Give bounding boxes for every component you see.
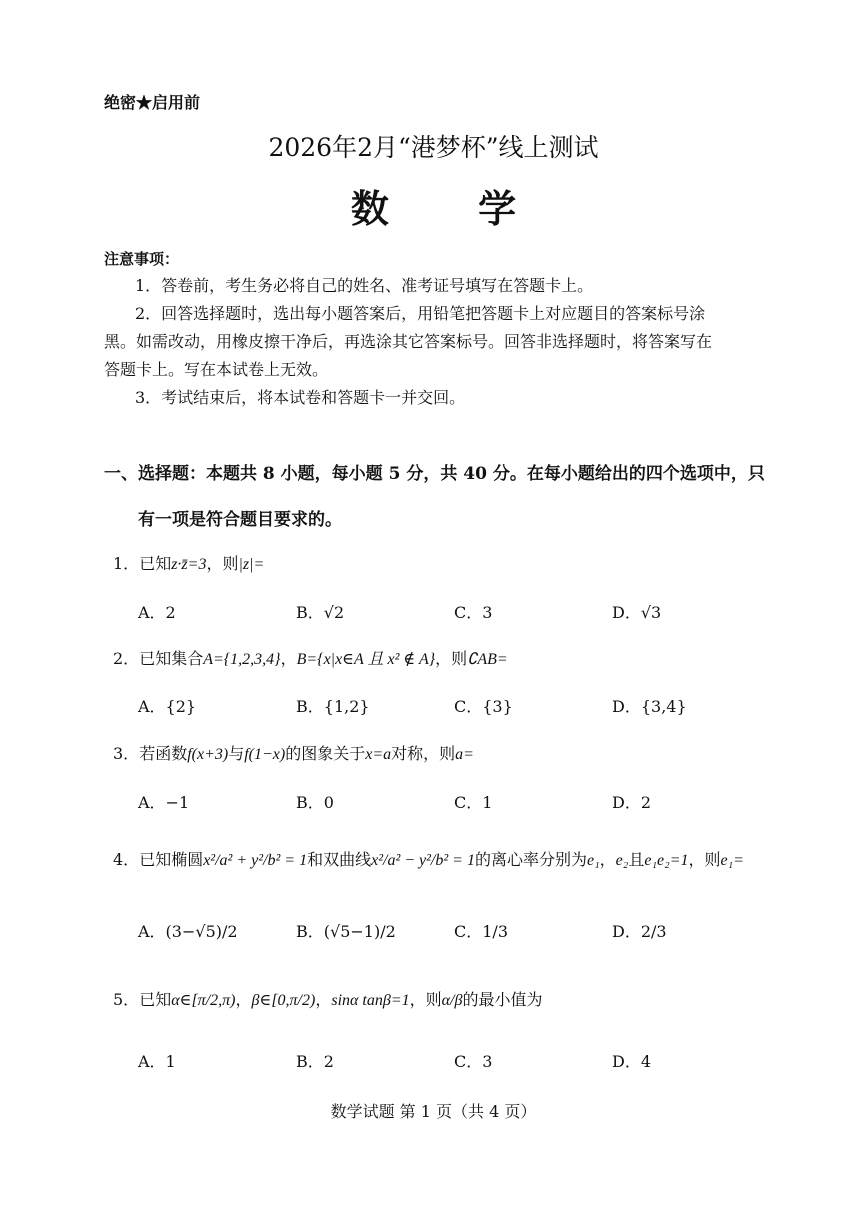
question-3 xyxy=(113,741,474,764)
option-c: C．3 xyxy=(454,1052,493,1071)
math-expr: e₁= xyxy=(720,852,744,869)
notice-item-2: 2．回答选择题时，选出每小题答案后，用铅笔把答题卡上对应题目的答案标号涂 xyxy=(135,304,706,323)
math-expr: α/β xyxy=(441,992,463,1009)
option-b: B．2 xyxy=(296,1052,334,1071)
page-footer: 数学试题 第 1 页（共 4 页） xyxy=(330,1102,537,1121)
math-expr: z·z̄=3 xyxy=(171,556,207,573)
option-d: D．2/3 xyxy=(612,922,667,941)
math-expr: A={1,2,3,4} xyxy=(203,651,281,668)
question-text: 已知 xyxy=(139,990,172,1009)
math-expr: e₁ xyxy=(586,852,600,869)
question-number: 5． xyxy=(113,990,140,1009)
math-expr: x²/a² + y²/b² = 1 xyxy=(203,852,308,869)
option-a: A．1 xyxy=(138,1052,176,1071)
question-text: 已知集合 xyxy=(139,649,204,668)
question-number: 2． xyxy=(113,649,140,668)
section-heading-line-1: 一、选择题：本题共 8 小题，每小题 5 分，共 40 分。在每小题给出的四个选项中，只 xyxy=(104,464,765,484)
notice-item-1: 1．答卷前，考生务必将自己的姓名、准考证号填写在答题卡上。 xyxy=(135,276,594,295)
math-expr: B={x|x∈A 且 x² ∉ A} xyxy=(296,651,436,668)
option-d: D．{3,4} xyxy=(612,697,687,716)
math-expr: α∈[π/2,π) xyxy=(171,992,236,1009)
question-text: 和双曲线 xyxy=(307,850,372,869)
option-a: A．(3−√5)/2 xyxy=(138,922,238,941)
option-d: D．4 xyxy=(612,1052,652,1071)
math-expr: a= xyxy=(455,746,474,763)
option-c: C．{3} xyxy=(454,697,513,716)
math-expr: f(1−x) xyxy=(244,746,286,763)
option-d: D．2 xyxy=(612,793,652,812)
question-text: 与 xyxy=(228,744,245,763)
question-text: 若函数 xyxy=(139,744,188,763)
question-text: 且 xyxy=(628,850,645,869)
math-expr: sinα tanβ=1 xyxy=(331,992,410,1009)
question-2 xyxy=(113,646,508,669)
question-4 xyxy=(113,847,744,870)
question-text: 的图象关于 xyxy=(285,744,366,763)
option-a: A．2 xyxy=(138,603,176,622)
option-c: C．1/3 xyxy=(454,922,508,941)
math-expr: e₁e₂=1 xyxy=(644,852,689,869)
option-b: B．{1,2} xyxy=(296,697,370,716)
question-text: ，则 xyxy=(435,649,468,668)
notice-heading: 注意事项： xyxy=(104,250,180,268)
question-text: 已知椭圆 xyxy=(139,850,204,869)
math-expr: x=a xyxy=(365,746,392,763)
question-text: 的最小值为 xyxy=(462,990,543,1009)
exam-title: 2026年2月“港梦杯”线上测试 xyxy=(268,133,599,162)
question-number: 3． xyxy=(113,744,140,763)
notice-item-3: 3．考试结束后，将本试卷和答题卡一并交回。 xyxy=(135,388,466,407)
question-5 xyxy=(113,987,542,1010)
question-number: 1． xyxy=(113,554,140,573)
question-text: ，则 xyxy=(688,850,721,869)
math-expr: β∈[0,π/2) xyxy=(251,992,316,1009)
question-text: ， xyxy=(280,649,297,668)
subject-title: 数 学 xyxy=(350,186,555,231)
secret-mark: 绝密★启用前 xyxy=(104,93,201,112)
question-1 xyxy=(113,551,264,574)
question-text: ， xyxy=(599,850,616,869)
question-text: ， xyxy=(315,990,332,1009)
option-a: A．{2} xyxy=(138,697,197,716)
question-text: 的离心率分别为 xyxy=(474,850,587,869)
question-text: ，则 xyxy=(409,990,442,1009)
option-b: B．0 xyxy=(296,793,334,812)
section-heading-line-2: 有一项是符合题目要求的。 xyxy=(138,510,342,530)
question-number: 4． xyxy=(113,850,140,869)
math-expr: ∁AB= xyxy=(467,651,508,668)
question-text: 已知 xyxy=(139,554,172,573)
option-b: B．(√5−1)/2 xyxy=(296,922,396,941)
option-b: B．√2 xyxy=(296,603,345,622)
math-expr: |z|= xyxy=(238,556,265,573)
option-a: A．−1 xyxy=(138,793,190,812)
question-text: ， xyxy=(235,990,252,1009)
math-expr: x²/a² − y²/b² = 1 xyxy=(371,852,475,869)
math-expr: f(x+3) xyxy=(187,746,229,763)
option-c: C．3 xyxy=(454,603,493,622)
question-text: 对称，则 xyxy=(391,744,456,763)
option-d: D．√3 xyxy=(612,603,662,622)
notice-item-2-cont: 黑。如需改动，用橡皮擦干净后，再选涂其它答案标号。回答非选择题时，将答案写在 xyxy=(104,332,713,351)
option-c: C．1 xyxy=(454,793,493,812)
math-expr: e₂ xyxy=(615,852,629,869)
notice-item-2-cont2: 答题卡上。写在本试卷上无效。 xyxy=(104,360,329,379)
question-text: ，则 xyxy=(206,554,239,573)
